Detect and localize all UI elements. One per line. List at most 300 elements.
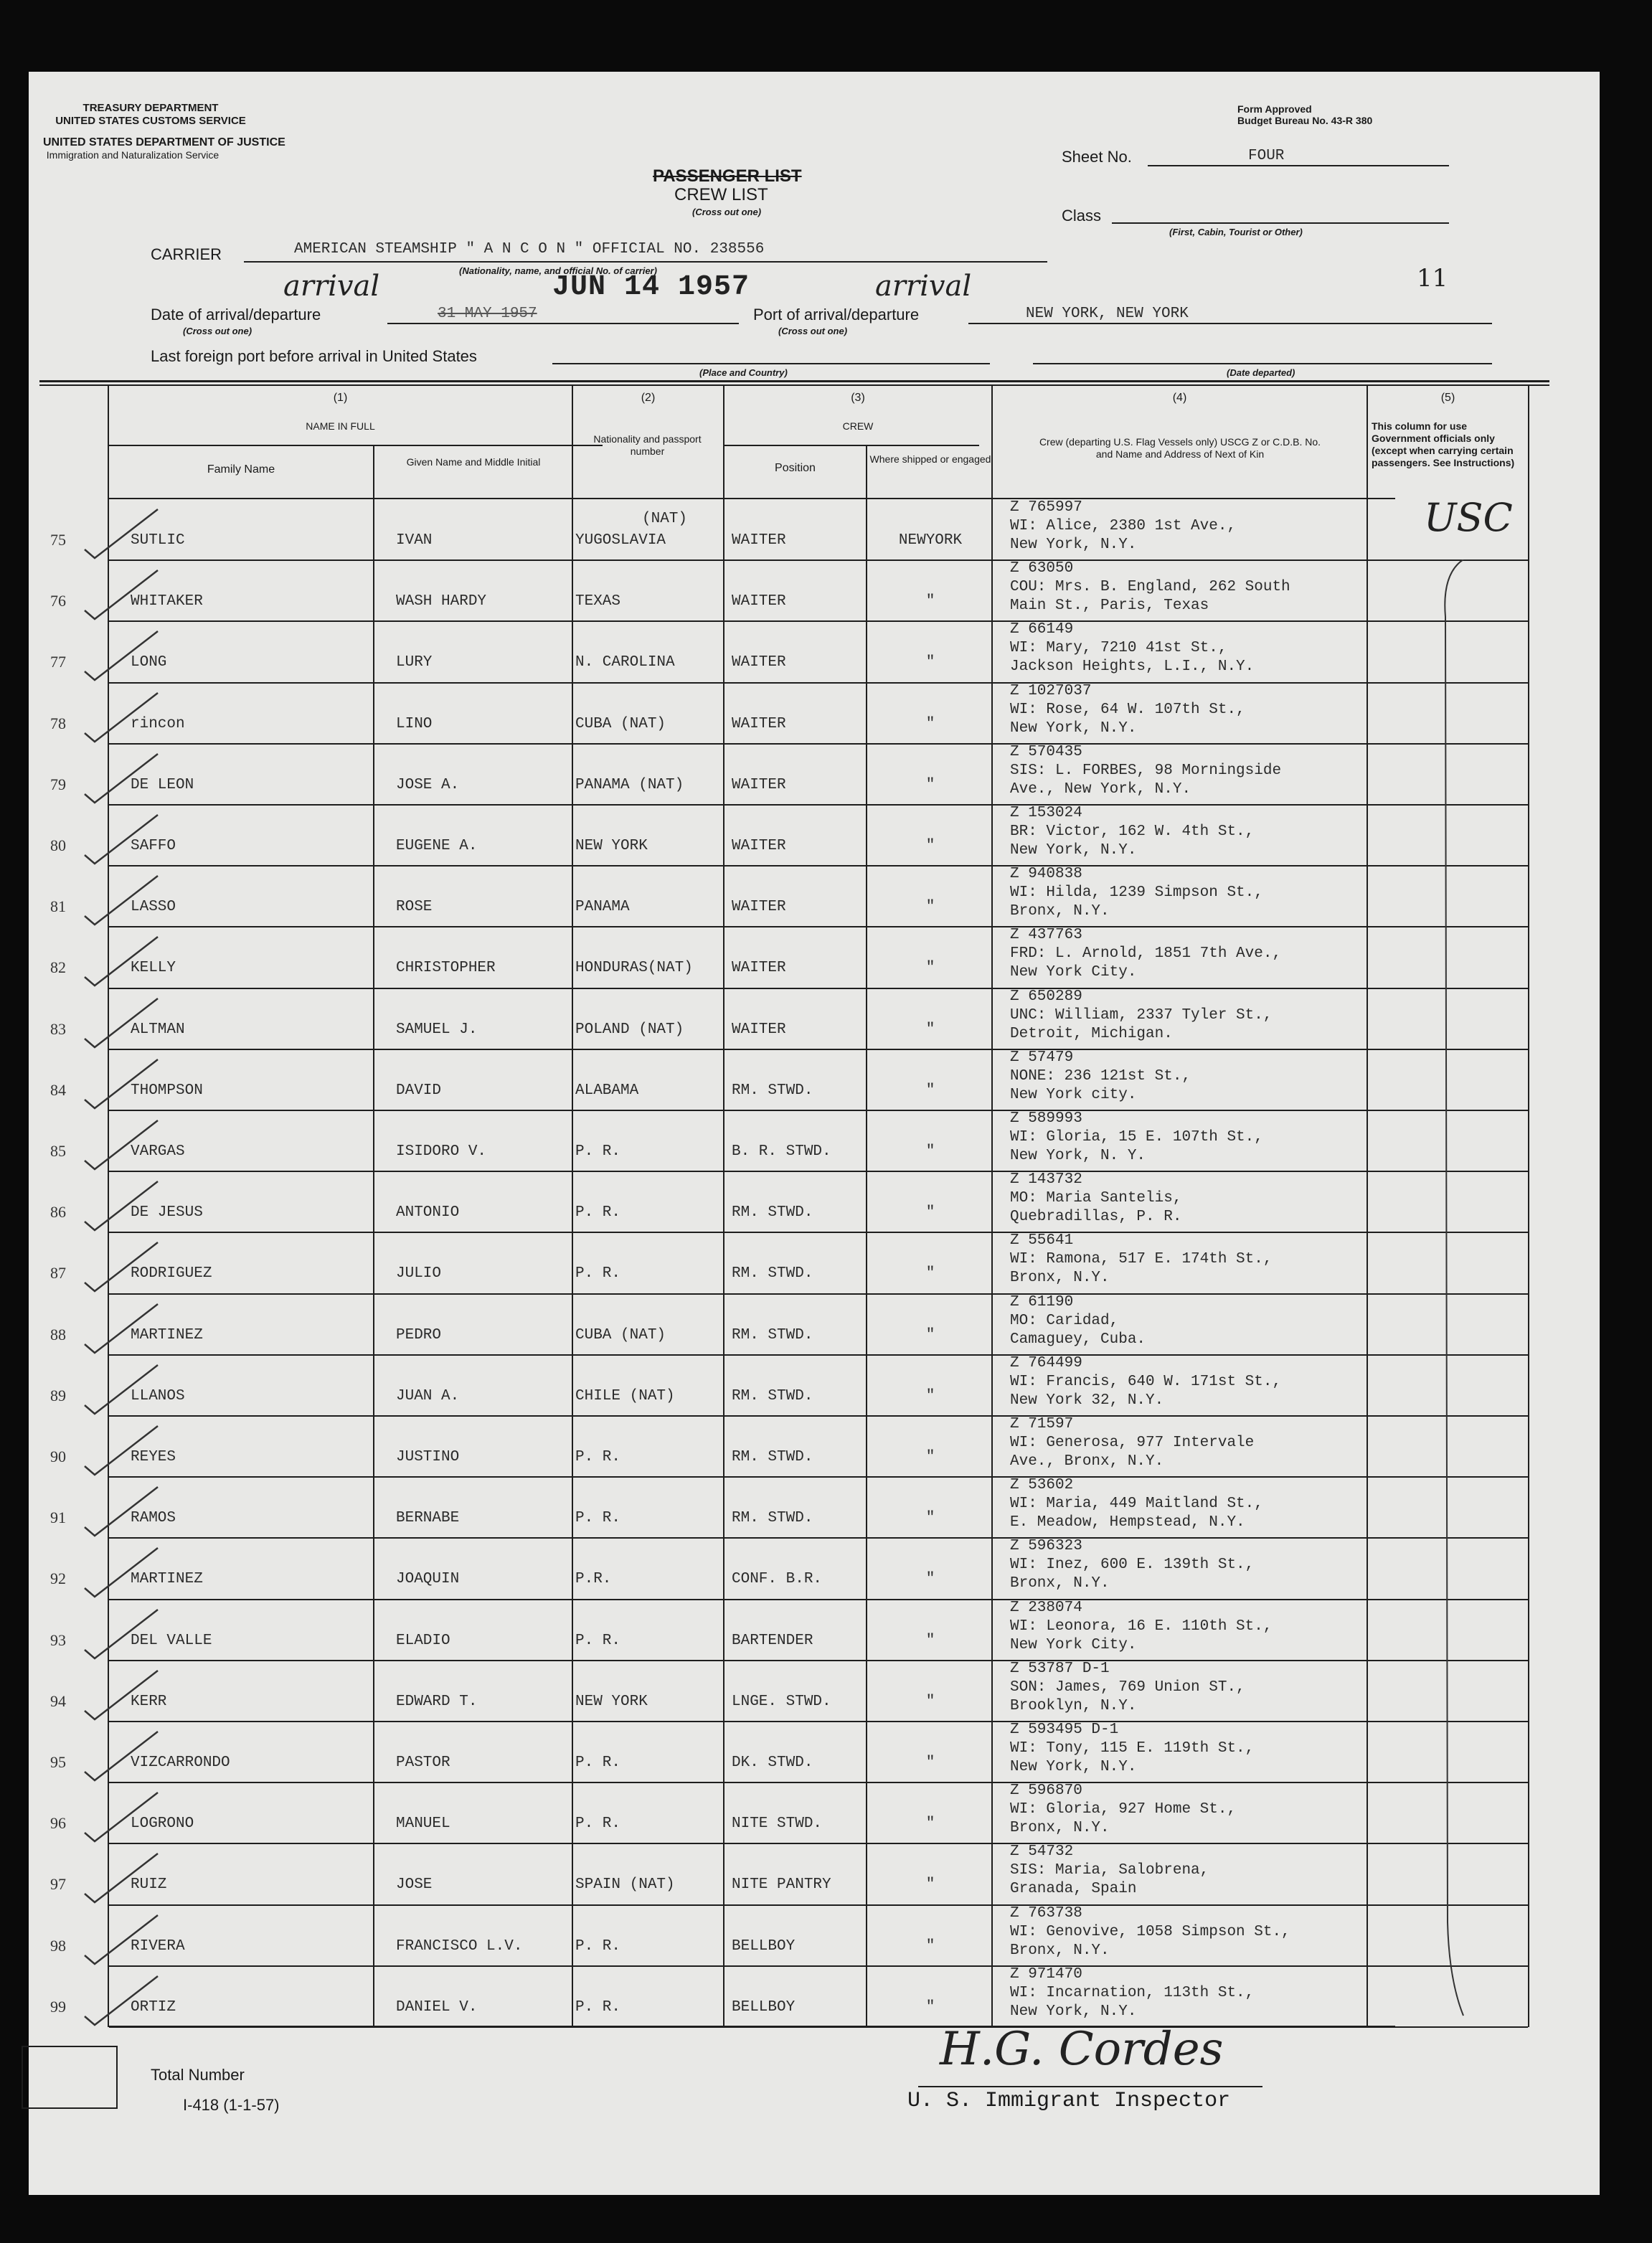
family-name: THOMPSON xyxy=(131,1082,203,1099)
nationality: SPAIN (NAT) xyxy=(575,1876,675,1894)
where-shipped: " xyxy=(925,1387,935,1404)
where-shipped: " xyxy=(925,1937,935,1955)
row-divider xyxy=(109,1537,1528,1539)
nationality: P. R. xyxy=(575,1265,621,1283)
title-note: (Cross out one) xyxy=(692,207,762,217)
agency-line-4: Immigration and Naturalization Service xyxy=(46,149,220,161)
nationality: P. R. xyxy=(575,1510,621,1527)
row-number: 95 xyxy=(50,1753,66,1771)
where-shipped: " xyxy=(925,593,935,610)
next-of-kin-line-1: WI: Gloria, 927 Home St., xyxy=(1010,1801,1237,1818)
check-mark-icon xyxy=(79,1912,165,1970)
next-of-kin-line-1: WI: Gloria, 15 E. 107th St., xyxy=(1010,1129,1263,1146)
next-of-kin-line-1: SIS: L. FORBES, 98 Morningside xyxy=(1010,762,1282,779)
family-name: RAMOS xyxy=(131,1510,176,1527)
given-name: JULIO xyxy=(396,1265,442,1283)
next-of-kin-line-1: WI: Hilda, 1239 Simpson St., xyxy=(1010,884,1263,902)
where-shipped: " xyxy=(925,1449,935,1465)
next-of-kin-line-2: Bronx, N.Y. xyxy=(1010,1942,1110,1959)
position: WAITER xyxy=(732,715,786,732)
row-divider xyxy=(109,1415,1528,1417)
port-handwritten: arrival xyxy=(875,270,972,303)
col2-title: Nationality and passport number xyxy=(593,433,702,457)
row-divider xyxy=(109,1660,1528,1661)
agency-line-3: UNITED STATES DEPARTMENT OF JUSTICE xyxy=(43,136,285,148)
position: LNGE. STWD. xyxy=(732,1693,831,1710)
position: BARTENDER xyxy=(732,1632,813,1649)
next-of-kin-line-1: WI: Rose, 64 W. 107th St., xyxy=(1010,701,1245,718)
family-name: VIZCARRONDO xyxy=(131,1755,230,1771)
col1-family-header: Family Name xyxy=(207,463,275,476)
next-of-kin-line-1: WI: Maria, 449 Maitland St., xyxy=(1010,1496,1263,1513)
nationality: P. R. xyxy=(575,1449,621,1465)
z-number: Z 71597 xyxy=(1010,1416,1074,1432)
z-number: Z 763738 xyxy=(1010,1904,1082,1922)
class-label: Class xyxy=(1062,207,1102,225)
where-shipped: " xyxy=(925,654,935,671)
where-shipped: " xyxy=(925,1265,935,1283)
row-number: 91 xyxy=(50,1508,66,1527)
z-number: Z 650289 xyxy=(1010,988,1082,1005)
check-mark-icon xyxy=(79,1362,165,1420)
nationality-note: (NAT) xyxy=(642,511,688,527)
family-name: RIVERA xyxy=(131,1937,185,1955)
position: RM. STWD. xyxy=(732,1082,813,1099)
row-number: 79 xyxy=(50,775,66,793)
row-divider xyxy=(109,804,1528,806)
row-number: 75 xyxy=(50,531,66,549)
next-of-kin-line-2: New York, N.Y. xyxy=(1010,2003,1137,2020)
z-number: Z 971470 xyxy=(1010,1965,1082,1983)
position: WAITER xyxy=(732,899,786,916)
form-approved: Form Approved xyxy=(1237,103,1312,115)
next-of-kin-line-2: New York 32, N.Y. xyxy=(1010,1392,1164,1409)
nationality: CUBA (NAT) xyxy=(575,1326,666,1344)
position: RM. STWD. xyxy=(732,1449,813,1465)
nationality: P. R. xyxy=(575,1632,621,1649)
check-mark-icon xyxy=(79,1301,165,1359)
nationality: POLAND (NAT) xyxy=(575,1021,684,1038)
passenger-list-struck: PASSENGER LIST xyxy=(653,166,802,186)
col3-where-header: Where shipped or engaged xyxy=(869,453,991,465)
family-name: RUIZ xyxy=(131,1876,167,1894)
given-name: EUGENE A. xyxy=(396,838,478,854)
nationality: NEW YORK xyxy=(575,838,648,854)
next-of-kin-line-1: WI: Ramona, 517 E. 174th St., xyxy=(1010,1251,1273,1268)
position: CONF. B.R. xyxy=(732,1571,823,1588)
row-line-0 xyxy=(108,384,1395,386)
z-number: Z 596870 xyxy=(1010,1782,1082,1800)
check-mark-icon xyxy=(79,1790,165,1847)
next-of-kin-line-1: WI: Incarnation, 113th St., xyxy=(1010,1984,1255,2001)
z-number: Z 57479 xyxy=(1010,1049,1074,1066)
gov-column-bracket xyxy=(1435,559,1478,2023)
family-name: LONG xyxy=(131,654,167,671)
nationality: P. R. xyxy=(575,1998,621,2016)
next-of-kin-line-2: Main St., Paris, Texas xyxy=(1010,598,1209,615)
z-number: Z 54732 xyxy=(1010,1843,1074,1861)
family-name: DEL VALLE xyxy=(131,1632,212,1649)
row-number: 88 xyxy=(50,1325,66,1344)
given-name: MANUEL xyxy=(396,1815,450,1833)
row-number: 80 xyxy=(50,836,66,854)
next-of-kin-line-2: Bronx, N.Y. xyxy=(1010,903,1110,920)
given-name: JOAQUIN xyxy=(396,1571,460,1588)
where-shipped: " xyxy=(925,1876,935,1894)
col-line-right xyxy=(1528,384,1529,2027)
next-of-kin-line-2: Bronx, N.Y. xyxy=(1010,1270,1110,1287)
family-name: LOGRONO xyxy=(131,1815,194,1833)
check-mark-icon xyxy=(79,1179,165,1236)
next-of-kin-line-2: Detroit, Michigan. xyxy=(1010,1025,1173,1042)
row-number: 97 xyxy=(50,1875,66,1894)
given-name: ELADIO xyxy=(396,1632,450,1649)
col1-title: NAME IN FULL xyxy=(306,420,375,432)
where-shipped: NEWYORK xyxy=(898,532,963,549)
given-name: BERNABE xyxy=(396,1510,460,1527)
next-of-kin-line-1: WI: Inez, 600 E. 139th St., xyxy=(1010,1557,1255,1574)
row-number: 81 xyxy=(50,897,66,916)
row-number: 98 xyxy=(50,1936,66,1955)
header-bottom-border xyxy=(108,498,1395,499)
position: WAITER xyxy=(732,532,786,549)
given-name: ISIDORO V. xyxy=(396,1143,487,1160)
next-of-kin-line-1: UNC: William, 2337 Tyler St., xyxy=(1010,1006,1273,1024)
where-shipped: " xyxy=(925,838,935,854)
z-number: Z 153024 xyxy=(1010,805,1082,821)
family-name: DE JESUS xyxy=(131,1204,203,1222)
family-name: WHITAKER xyxy=(131,593,203,610)
where-shipped: " xyxy=(925,1632,935,1649)
row-number: 86 xyxy=(50,1203,66,1222)
family-name: SUTLIC xyxy=(131,532,185,549)
family-name: LLANOS xyxy=(131,1387,185,1404)
row-divider xyxy=(109,1171,1528,1172)
nationality: NEW YORK xyxy=(575,1693,648,1710)
col-line-crew-kin xyxy=(991,384,993,2027)
family-name: ALTMAN xyxy=(131,1021,185,1038)
row-divider xyxy=(109,1049,1528,1050)
col3-title: CREW xyxy=(842,420,874,432)
next-of-kin-line-1: WI: Genovive, 1058 Simpson St., xyxy=(1010,1923,1290,1940)
position: RM. STWD. xyxy=(732,1510,813,1527)
col5-number: (5) xyxy=(1440,392,1455,404)
given-name: LINO xyxy=(396,715,433,732)
next-of-kin-line-1: WI: Alice, 2380 1st Ave., xyxy=(1010,518,1237,534)
next-of-kin-line-1: WI: Leonora, 16 E. 110th St., xyxy=(1010,1618,1273,1635)
total-number-label: Total Number xyxy=(151,2066,245,2084)
next-of-kin-line-2: New York, N.Y. xyxy=(1010,842,1137,859)
given-name: SAMUEL J. xyxy=(396,1021,478,1038)
agency-line-2: UNITED STATES CUSTOMS SERVICE xyxy=(55,115,246,127)
given-name: JOSE A. xyxy=(396,776,460,793)
position: NITE STWD. xyxy=(732,1815,823,1833)
check-mark-icon xyxy=(79,1545,165,1602)
row-number: 92 xyxy=(50,1569,66,1588)
nationality: P. R. xyxy=(575,1143,621,1160)
next-of-kin-line-2: New York, N. Y. xyxy=(1010,1148,1146,1164)
signature-underline xyxy=(918,2086,1262,2087)
port-label: Port of arrival/departure xyxy=(753,306,920,324)
given-name: JUSTINO xyxy=(396,1449,460,1465)
family-name: KELLY xyxy=(131,960,176,977)
nationality: P. R. xyxy=(575,1204,621,1222)
check-mark-icon xyxy=(79,1668,165,1725)
family-name: RODRIGUEZ xyxy=(131,1265,212,1283)
position: BELLBOY xyxy=(732,1998,796,2016)
z-number: Z 764499 xyxy=(1010,1354,1082,1371)
form-number: I-418 (1-1-57) xyxy=(183,2096,280,2114)
check-mark-icon xyxy=(79,1239,165,1297)
nationality: TEXAS xyxy=(575,593,621,610)
row-number: 77 xyxy=(50,653,66,671)
given-name: EDWARD T. xyxy=(396,1693,478,1710)
col2-number: (2) xyxy=(641,392,656,404)
col1-given-header: Given Name and Middle Initial xyxy=(406,456,541,468)
class-note: (First, Cabin, Tourist or Other) xyxy=(1169,227,1303,237)
nationality: YUGOSLAVIA xyxy=(575,532,666,549)
last-port-underline xyxy=(552,363,990,364)
next-of-kin-line-1: COU: Mrs. B. England, 262 South xyxy=(1010,579,1290,596)
position: DK. STWD. xyxy=(732,1755,813,1771)
class-underline xyxy=(1112,222,1449,224)
next-of-kin-line-2: Camaguey, Cuba. xyxy=(1010,1331,1146,1348)
where-shipped: " xyxy=(925,1510,935,1527)
inspector-signature: H.G. Cordes xyxy=(940,2023,1224,2076)
z-number: Z 765997 xyxy=(1010,499,1082,516)
nationality: ALABAMA xyxy=(575,1082,639,1099)
given-name: IVAN xyxy=(396,532,433,549)
check-mark-icon xyxy=(79,567,165,625)
nationality: PANAMA (NAT) xyxy=(575,776,684,793)
z-number: Z 61190 xyxy=(1010,1293,1074,1311)
position: RM. STWD. xyxy=(732,1326,813,1344)
row-number: 85 xyxy=(50,1142,66,1160)
row-divider xyxy=(109,1476,1528,1478)
row-number: 87 xyxy=(50,1264,66,1283)
family-name: VARGAS xyxy=(131,1143,185,1160)
col3-number: (3) xyxy=(851,392,865,404)
family-name: DE LEON xyxy=(131,776,194,793)
family-name: LASSO xyxy=(131,899,176,916)
next-of-kin-line-2: New York, N.Y. xyxy=(1010,719,1137,737)
col-line-nat-crew xyxy=(723,384,724,2027)
nationality: P. R. xyxy=(575,1815,621,1833)
carrier-note: (Nationality, name, and official No. of carrier) xyxy=(459,265,657,276)
z-number: Z 53787 D-1 xyxy=(1010,1660,1110,1677)
row-divider xyxy=(109,559,1528,561)
date-departed-note: (Date departed) xyxy=(1227,367,1295,378)
row-number: 93 xyxy=(50,1630,66,1649)
row-number: 82 xyxy=(50,958,66,977)
agency-line-1: TREASURY DEPARTMENT xyxy=(82,102,219,114)
where-shipped: " xyxy=(925,1998,935,2016)
row-number: 78 xyxy=(50,714,66,732)
check-mark-icon xyxy=(79,506,165,564)
z-number: Z 66149 xyxy=(1010,621,1074,638)
given-name: ROSE xyxy=(396,899,433,916)
col5-title: This column for use Government officials only (except when carrying certain passengers. See Instructions) xyxy=(1372,420,1515,468)
next-of-kin-line-1: MO: Caridad, xyxy=(1010,1312,1119,1329)
place-country-note: (Place and Country) xyxy=(699,367,788,378)
row-divider xyxy=(109,743,1528,745)
next-of-kin-line-1: SON: James, 769 Union ST., xyxy=(1010,1678,1245,1696)
given-name: CHRISTOPHER xyxy=(396,960,496,977)
where-shipped: " xyxy=(925,1693,935,1710)
header-subline-3 xyxy=(724,445,979,446)
sheet-label: Sheet No. xyxy=(1062,148,1132,166)
next-of-kin-line-1: FRD: L. Arnold, 1851 7th Ave., xyxy=(1010,945,1282,963)
date-note: (Cross out one) xyxy=(183,326,252,336)
position: RM. STWD. xyxy=(732,1204,813,1222)
carrier-underline xyxy=(244,261,1047,263)
next-of-kin-line-2: Bronx, N.Y. xyxy=(1010,1820,1110,1837)
date-handwritten: arrival xyxy=(283,270,380,303)
given-name: LURY xyxy=(396,654,433,671)
nationality: CUBA (NAT) xyxy=(575,715,666,732)
carrier-label: CARRIER xyxy=(151,245,222,263)
row-divider xyxy=(109,1293,1528,1295)
z-number: Z 63050 xyxy=(1010,560,1074,577)
where-shipped: " xyxy=(925,960,935,977)
given-name: FRANCISCO L.V. xyxy=(396,1937,523,1955)
row-divider xyxy=(109,1110,1528,1111)
row-number: 84 xyxy=(50,1080,66,1099)
check-mark-icon xyxy=(79,1057,165,1114)
position: WAITER xyxy=(732,838,786,854)
z-number: Z 589993 xyxy=(1010,1110,1082,1127)
sheet-underline xyxy=(1148,165,1449,166)
last-port-date-underline xyxy=(1033,363,1492,364)
row-number: 96 xyxy=(50,1814,66,1833)
where-shipped: " xyxy=(925,1082,935,1099)
total-number-box xyxy=(22,2046,118,2109)
family-name: SAFFO xyxy=(131,838,176,854)
family-name: rincon xyxy=(131,715,185,732)
next-of-kin-line-2: E. Meadow, Hempstead, N.Y. xyxy=(1010,1514,1245,1531)
z-number: Z 940838 xyxy=(1010,866,1082,883)
date-struck-value: 31 MAY 1957 xyxy=(438,306,537,322)
row-divider xyxy=(109,926,1528,927)
row-divider xyxy=(109,2026,1528,2028)
check-mark-icon xyxy=(79,996,165,1053)
row-number: 94 xyxy=(50,1691,66,1710)
where-shipped: " xyxy=(925,1571,935,1588)
given-name: PEDRO xyxy=(396,1326,442,1344)
z-number: Z 55641 xyxy=(1010,1232,1074,1250)
position: RM. STWD. xyxy=(732,1387,813,1404)
position: WAITER xyxy=(732,1021,786,1038)
row-divider xyxy=(109,865,1528,866)
next-of-kin-line-1: BR: Victor, 162 W. 4th St., xyxy=(1010,823,1255,840)
budget-bureau-no: Budget Bureau No. 43-R 380 xyxy=(1237,115,1373,126)
col-line-name-nat xyxy=(572,384,573,2027)
next-of-kin-line-2: New York City. xyxy=(1010,1636,1137,1653)
check-mark-icon xyxy=(79,690,165,747)
date-label: Date of arrival/departure xyxy=(151,306,321,324)
date-underline xyxy=(387,323,739,324)
table-top-border xyxy=(39,380,1549,382)
next-of-kin-line-2: Ave., Bronx, N.Y. xyxy=(1010,1453,1164,1470)
crew-list-form xyxy=(29,72,1600,2195)
port-note: (Cross out one) xyxy=(778,326,848,336)
check-mark-icon xyxy=(79,1607,165,1664)
carrier-value: AMERICAN STEAMSHIP " A N C O N " OFFICIAL NO. 238556 xyxy=(294,241,765,258)
position: WAITER xyxy=(732,593,786,610)
family-name: MARTINEZ xyxy=(131,1571,203,1588)
nationality: CHILE (NAT) xyxy=(575,1387,675,1404)
row-divider xyxy=(109,1965,1528,1967)
row-divider xyxy=(109,1599,1528,1600)
where-shipped: " xyxy=(925,776,935,793)
nationality: P.R. xyxy=(575,1571,612,1588)
position: WAITER xyxy=(732,960,786,977)
row-divider xyxy=(109,988,1528,989)
check-mark-icon xyxy=(79,751,165,808)
z-number: Z 570435 xyxy=(1010,743,1082,760)
z-number: Z 437763 xyxy=(1010,927,1082,944)
header-subline-1 xyxy=(108,445,603,446)
inspector-title: U. S. Immigrant Inspector xyxy=(907,2089,1231,2113)
given-name: WASH HARDY xyxy=(396,593,487,610)
port-value: NEW YORK, NEW YORK xyxy=(1026,306,1189,322)
position: BELLBOY xyxy=(732,1937,796,1955)
family-name: KERR xyxy=(131,1693,167,1710)
where-shipped: " xyxy=(925,1326,935,1344)
sheet-no-value: FOUR xyxy=(1248,148,1285,164)
next-of-kin-line-2: New York, N.Y. xyxy=(1010,537,1137,553)
next-of-kin-line-2: Granada, Spain xyxy=(1010,1881,1137,1898)
family-name: REYES xyxy=(131,1449,176,1465)
given-name: JOSE xyxy=(396,1876,433,1894)
row-divider xyxy=(109,1904,1528,1906)
next-of-kin-line-2: New York City. xyxy=(1010,964,1137,981)
z-number: Z 593495 D-1 xyxy=(1010,1722,1119,1738)
z-number: Z 143732 xyxy=(1010,1171,1082,1189)
position: RM. STWD. xyxy=(732,1265,813,1283)
handwritten-number: 11 xyxy=(1417,264,1448,293)
row-divider xyxy=(109,620,1528,622)
next-of-kin-line-2: New York, N.Y. xyxy=(1010,1759,1137,1775)
next-of-kin-line-1: WI: Tony, 115 E. 119th St., xyxy=(1010,1740,1255,1757)
next-of-kin-line-1: MO: Maria Santelis, xyxy=(1010,1190,1182,1207)
check-mark-icon xyxy=(79,1851,165,1908)
row-divider xyxy=(109,1843,1528,1844)
where-shipped: " xyxy=(925,899,935,916)
port-underline xyxy=(968,323,1492,324)
given-name: DANIEL V. xyxy=(396,1998,478,2016)
given-name: PASTOR xyxy=(396,1755,450,1771)
next-of-kin-line-1: WI: Generosa, 977 Intervale xyxy=(1010,1435,1255,1451)
where-shipped: " xyxy=(925,1815,935,1833)
row-divider xyxy=(109,1782,1528,1783)
row-number: 83 xyxy=(50,1019,66,1038)
row-number: 76 xyxy=(50,592,66,610)
next-of-kin-line-2: Quebradillas, P. R. xyxy=(1010,1209,1182,1226)
col4-number: (4) xyxy=(1172,392,1187,404)
row-divider xyxy=(109,682,1528,684)
col4-title: Crew (departing U.S. Flag Vessels only) USCG Z or C.D.B. No. and Name and Address of Next of Kin xyxy=(1039,436,1321,460)
col1-number: (1) xyxy=(333,392,348,404)
family-name: ORTIZ xyxy=(131,1998,176,2016)
nationality: PANAMA xyxy=(575,899,630,916)
last-port-label: Last foreign port before arrival in United States xyxy=(151,347,477,365)
position: NITE PANTRY xyxy=(732,1876,831,1894)
next-of-kin-line-2: Ave., New York, N.Y. xyxy=(1010,780,1191,798)
nationality: N. CAROLINA xyxy=(575,654,675,671)
where-shipped: " xyxy=(925,1143,935,1160)
row-divider xyxy=(109,1232,1528,1233)
